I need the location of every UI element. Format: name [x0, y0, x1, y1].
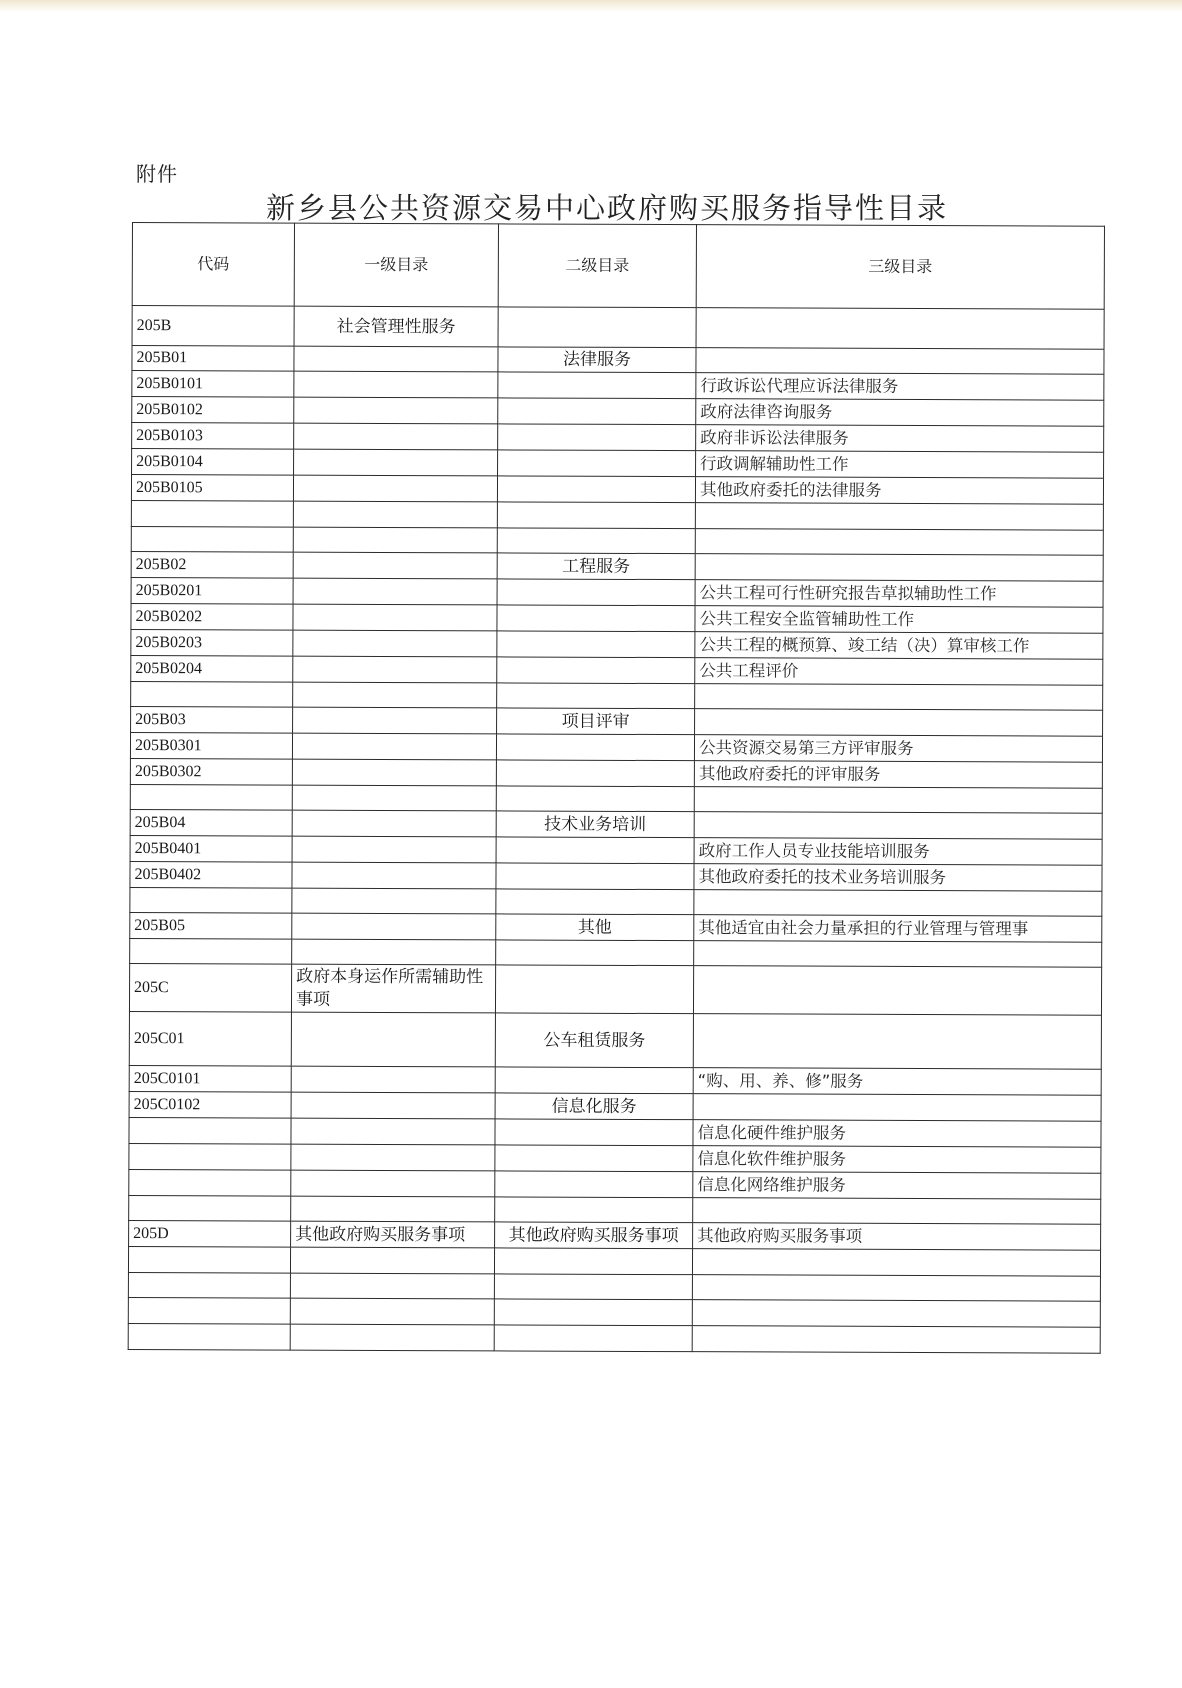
level2-cell: 技术业务培训	[496, 811, 694, 838]
level1-cell	[290, 1298, 494, 1325]
code-cell	[128, 1246, 290, 1273]
level2-cell	[496, 940, 694, 966]
level3-cell: 行政诉讼代理应诉法律服务	[696, 373, 1104, 401]
code-cell: 205B	[132, 306, 294, 347]
level1-cell	[293, 578, 497, 605]
code-cell	[129, 1143, 291, 1170]
level3-cell: 政府工作人员专业技能培训服务	[694, 838, 1102, 866]
table-row	[129, 1143, 1101, 1173]
level2-cell	[495, 1067, 693, 1094]
level3-cell	[694, 890, 1102, 917]
code-cell: 205B04	[130, 809, 292, 836]
table-row	[132, 449, 1104, 479]
code-cell: 205B0402	[130, 861, 292, 888]
level2-cell: 项目评审	[497, 708, 695, 735]
level3-cell	[696, 348, 1104, 375]
table-row	[132, 397, 1104, 427]
service-catalog-table	[128, 222, 1105, 1354]
code-cell	[129, 1195, 291, 1221]
header-level2: 二级目录	[498, 224, 696, 308]
code-cell: 205B0104	[132, 449, 294, 476]
table-row	[129, 1065, 1101, 1095]
table-row	[132, 306, 1104, 350]
level1-cell	[294, 371, 498, 398]
table-row	[131, 603, 1103, 633]
code-cell: 205B0302	[130, 758, 292, 785]
level2-cell: 公车租赁服务	[495, 1013, 693, 1068]
level2-cell	[496, 786, 694, 812]
level2-cell	[497, 528, 695, 554]
table-row	[131, 551, 1103, 581]
level3-cell: 信息化网络维护服务	[693, 1172, 1101, 1200]
level3-cell: 公共工程的概预算、竣工结（决）算审核工作	[695, 632, 1103, 660]
level2-cell	[494, 1248, 692, 1275]
level3-cell	[692, 1300, 1100, 1328]
table-row	[130, 887, 1102, 916]
level1-cell	[292, 759, 496, 786]
code-cell	[128, 1272, 290, 1298]
table-row	[130, 784, 1102, 813]
level3-cell	[695, 529, 1103, 556]
level3-cell: 公共工程评价	[695, 658, 1103, 686]
code-cell	[130, 784, 292, 810]
level1-cell	[293, 656, 497, 683]
code-cell: 205B0401	[130, 835, 292, 862]
table-row	[130, 835, 1102, 865]
table-row	[130, 809, 1102, 839]
level2-cell	[496, 863, 694, 890]
level2-cell	[495, 1171, 693, 1198]
code-cell: 205C0102	[129, 1091, 291, 1118]
table-row	[128, 1297, 1100, 1327]
level3-cell	[693, 1014, 1101, 1070]
table-header-row	[132, 223, 1104, 310]
level3-cell	[693, 966, 1101, 1016]
table-row	[132, 371, 1104, 401]
level1-cell	[290, 1324, 494, 1351]
table-row	[129, 1220, 1101, 1250]
code-cell: 205B0103	[132, 423, 294, 450]
scan-top-edge	[0, 0, 1182, 12]
code-cell: 205B0301	[130, 732, 292, 759]
level2-cell: 其他政府购买服务事项	[495, 1222, 693, 1249]
header-code: 代码	[132, 223, 294, 307]
level3-cell: 公共资源交易第三方评审服务	[694, 735, 1102, 763]
level2-cell	[496, 889, 694, 915]
level3-cell	[692, 1326, 1100, 1354]
level3-cell	[693, 1094, 1101, 1122]
table-row	[131, 655, 1103, 685]
level2-cell	[497, 657, 695, 684]
code-cell	[129, 1117, 291, 1144]
level1-cell: 社会管理性服务	[294, 306, 498, 347]
level1-cell	[293, 604, 497, 631]
table-row	[131, 681, 1103, 710]
table-row	[132, 346, 1104, 375]
level1-cell	[291, 1170, 495, 1197]
level2-cell: 信息化服务	[495, 1093, 693, 1120]
level1-cell	[293, 682, 497, 708]
level1-cell	[294, 346, 498, 372]
table-row	[130, 758, 1102, 788]
level2-cell	[496, 760, 694, 787]
level1-cell	[293, 707, 497, 734]
level1-cell	[292, 888, 496, 914]
level1-cell	[290, 1273, 494, 1299]
level1-cell	[291, 1144, 495, 1171]
level3-cell: 信息化硬件维护服务	[693, 1120, 1101, 1148]
code-cell: 205B02	[131, 551, 293, 578]
level1-cell	[294, 423, 498, 450]
level3-cell	[695, 503, 1103, 531]
code-cell: 205B03	[131, 706, 293, 733]
level3-cell	[695, 684, 1103, 711]
level3-cell: 公共工程可行性研究报告草拟辅助性工作	[695, 580, 1103, 608]
level2-cell: 工程服务	[497, 553, 695, 580]
level3-cell	[692, 1249, 1100, 1277]
table-row	[131, 526, 1103, 555]
level1-cell	[292, 836, 496, 863]
level3-cell: 政府非诉讼法律服务	[696, 425, 1104, 453]
code-cell: 205C01	[129, 1011, 291, 1066]
level3-cell: 其他适宜由社会力量承担的行业管理与管理事	[694, 915, 1102, 943]
level1-cell	[292, 733, 496, 760]
level3-cell	[696, 308, 1104, 350]
code-cell	[131, 681, 293, 707]
level2-cell	[497, 502, 695, 529]
table-row	[129, 1169, 1101, 1199]
level2-cell	[495, 965, 693, 1014]
code-cell: 205B01	[132, 346, 294, 372]
level1-cell	[291, 1092, 495, 1119]
table-row	[131, 475, 1103, 505]
level1-cell	[293, 552, 497, 579]
code-cell: 205B0102	[132, 397, 294, 424]
level1-cell	[292, 913, 496, 940]
level1-cell	[292, 785, 496, 811]
level3-cell: 行政调解辅助性工作	[696, 451, 1104, 479]
level1-cell	[291, 1066, 495, 1093]
level2-cell	[495, 1119, 693, 1146]
level2-cell	[497, 683, 695, 709]
level2-cell	[495, 1197, 693, 1223]
code-cell	[130, 938, 292, 964]
level1-cell: 其他政府购买服务事项	[291, 1221, 495, 1248]
level3-cell	[692, 1275, 1100, 1302]
attachment-label: 附件	[136, 162, 178, 186]
level3-cell: 公共工程安全监管辅助性工作	[695, 606, 1103, 634]
header-level3: 三级目录	[696, 225, 1104, 310]
code-cell: 205C	[129, 963, 291, 1012]
table-row	[129, 1195, 1101, 1224]
level3-cell	[695, 709, 1103, 737]
table-row	[129, 1117, 1101, 1147]
level2-cell	[497, 476, 695, 503]
level1-cell	[291, 1012, 495, 1067]
level2-cell	[496, 734, 694, 761]
document-title: 新乡县公共资源交易中心政府购买服务指导性目录	[266, 191, 949, 225]
level1-cell	[293, 475, 497, 502]
level1-cell	[292, 939, 496, 965]
level1-cell	[294, 397, 498, 424]
code-cell	[128, 1323, 290, 1350]
level2-cell	[495, 1145, 693, 1172]
level1-cell	[291, 1118, 495, 1145]
table-row	[130, 732, 1102, 762]
level3-cell: 政府法律咨询服务	[696, 399, 1104, 427]
code-cell	[130, 887, 292, 913]
level3-cell: 其他政府委托的技术业务培训服务	[694, 864, 1102, 892]
level2-cell	[496, 837, 694, 864]
level1-cell	[292, 862, 496, 889]
level3-cell	[694, 941, 1102, 968]
level1-cell	[293, 501, 497, 528]
level2-cell	[497, 605, 695, 632]
code-cell: 205B0105	[131, 475, 293, 502]
level3-cell	[694, 787, 1102, 814]
table-row	[129, 1011, 1101, 1069]
table-row	[130, 938, 1102, 967]
level3-cell: “购、用、养、修”服务	[693, 1068, 1101, 1096]
table-row	[131, 629, 1103, 659]
code-cell: 205B0203	[131, 629, 293, 656]
code-cell	[128, 1297, 290, 1324]
code-cell: 205D	[129, 1220, 291, 1247]
table-row	[131, 577, 1103, 607]
level2-cell	[494, 1325, 692, 1352]
table-row	[129, 1091, 1101, 1121]
table-row	[131, 706, 1103, 736]
table-row	[130, 861, 1102, 891]
table-row	[132, 423, 1104, 453]
table-row	[128, 1272, 1100, 1301]
level3-cell: 其他政府委托的评审服务	[694, 761, 1102, 789]
code-cell: 205B0204	[131, 655, 293, 682]
level3-cell: 其他政府委托的法律服务	[695, 477, 1103, 505]
level2-cell: 法律服务	[498, 347, 696, 373]
code-cell: 205B0101	[132, 371, 294, 398]
code-cell: 205B0201	[131, 577, 293, 604]
table-body	[128, 306, 1104, 1354]
level1-cell	[292, 810, 496, 837]
code-cell: 205B0202	[131, 603, 293, 630]
code-cell	[129, 1169, 291, 1196]
level2-cell	[498, 307, 696, 348]
table-row	[131, 500, 1103, 530]
level2-cell	[494, 1274, 692, 1300]
code-cell	[131, 526, 293, 552]
level1-cell	[290, 1247, 494, 1274]
level2-cell	[498, 450, 696, 477]
level1-cell	[293, 527, 497, 553]
code-cell: 205C0101	[129, 1065, 291, 1092]
level1-cell: 政府本身运作所需辅助性事项	[291, 964, 495, 1013]
level3-cell: 信息化软件维护服务	[693, 1146, 1101, 1174]
table-row	[129, 963, 1101, 1015]
level2-cell	[497, 579, 695, 606]
code-cell	[131, 500, 293, 527]
level2-cell	[498, 398, 696, 425]
table-row	[128, 1246, 1100, 1276]
level2-cell	[498, 372, 696, 399]
level3-cell	[694, 812, 1102, 840]
level2-cell: 其他	[496, 914, 694, 941]
level2-cell	[494, 1299, 692, 1326]
table-row	[128, 1323, 1100, 1353]
header-level1: 一级目录	[294, 223, 498, 307]
level1-cell	[293, 630, 497, 657]
level1-cell	[294, 449, 498, 476]
level3-cell	[693, 1198, 1101, 1225]
level3-cell: 其他政府购买服务事项	[693, 1223, 1101, 1251]
level1-cell	[291, 1196, 495, 1222]
table-row	[130, 912, 1102, 942]
level3-cell	[695, 554, 1103, 582]
level2-cell	[498, 424, 696, 451]
level2-cell	[497, 631, 695, 658]
code-cell: 205B05	[130, 912, 292, 939]
